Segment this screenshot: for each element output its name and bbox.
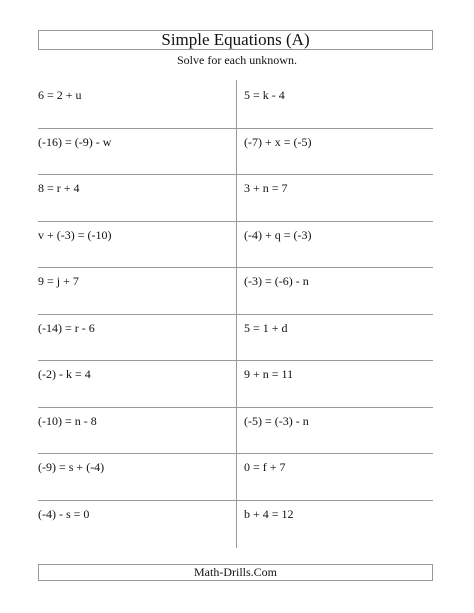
problem-left: (-16) = (-9) - w <box>38 134 112 149</box>
problem-row <box>38 268 433 315</box>
problem-right: 5 = 1 + d <box>244 320 288 335</box>
problem-left: (-4) - s = 0 <box>38 506 90 521</box>
problem-row <box>38 408 433 455</box>
problem-row <box>38 129 433 176</box>
problem-row <box>38 501 433 548</box>
problem-right: (-3) = (-6) - n <box>244 274 309 288</box>
problem-right: 3 + n = 7 <box>244 181 288 195</box>
problem-right: (-5) = (-3) - n <box>244 413 309 428</box>
problem-left: (-9) = s + (-4) <box>38 460 105 474</box>
problem-left: (-14) = r - 6 <box>38 320 95 335</box>
problem-row <box>38 222 433 269</box>
problem-left: 8 = r + 4 <box>38 181 80 195</box>
problem-left: 9 = j + 7 <box>38 274 79 288</box>
footer-credit: Math-Drills.Com <box>38 564 433 581</box>
problem-list <box>38 82 433 547</box>
problem-left: v + (-3) = (-10) <box>38 227 112 242</box>
problem-left: (-2) - k = 4 <box>38 367 91 381</box>
problem-right: (-7) + x = (-5) <box>244 134 312 149</box>
worksheet-instructions: Solve for each unknown. <box>177 53 297 67</box>
problem-left: (-10) = n - 8 <box>38 413 97 428</box>
problem-right: 5 = k - 4 <box>244 88 285 102</box>
problem-left: 6 = 2 + u <box>38 88 82 102</box>
problem-row <box>38 82 433 129</box>
worksheet-title: Simple Equations (A) <box>38 30 433 50</box>
problem-right: b + 4 = 12 <box>244 506 294 521</box>
problem-right: 9 + n = 11 <box>244 367 294 381</box>
problem-row <box>38 175 433 222</box>
problem-row <box>38 361 433 408</box>
problem-row <box>38 315 433 362</box>
problem-row <box>38 454 433 501</box>
problem-right: (-4) + q = (-3) <box>244 227 312 242</box>
problem-right: 0 = f + 7 <box>244 460 286 474</box>
